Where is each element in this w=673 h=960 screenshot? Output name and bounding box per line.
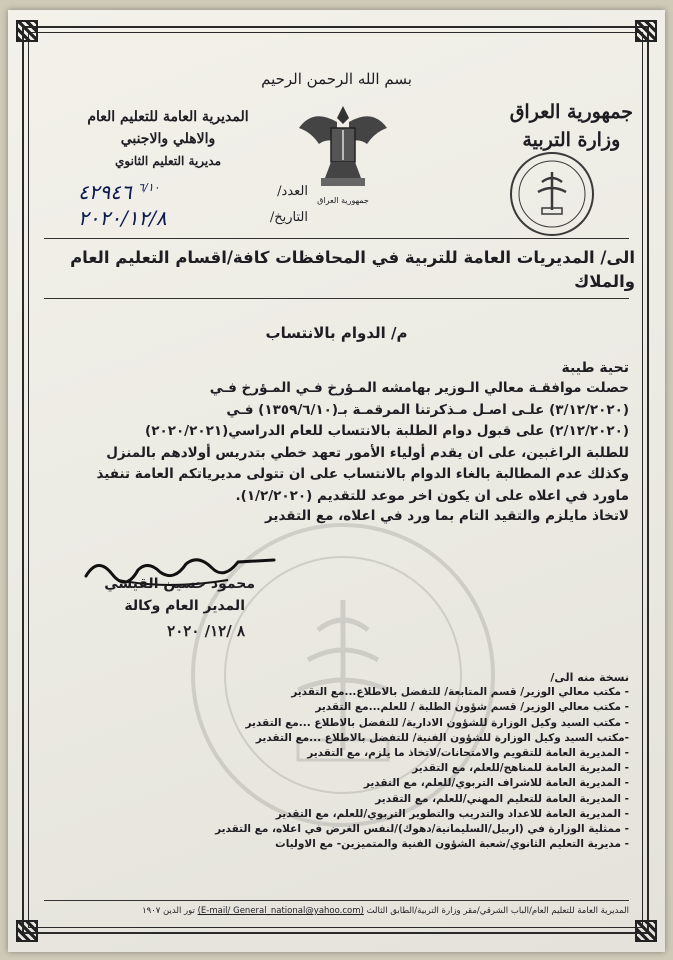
reference-date-row — [68, 206, 308, 232]
copy-item: - ممثلية الوزارة في (اربيل/السليمانية/دهوك)/لنفس الغرض في اعلاه، مع التقدير — [215, 823, 629, 836]
reference-number-row — [68, 180, 308, 206]
addressee: الى/ المديريات العامة للتربية في المحافظات كافة/اقسام التعليم العام والملاك — [70, 248, 635, 291]
footer-address: المديرية العامة للتعليم العام/الباب الشرقي/مقر وزارة التربية/الطابق الثالث — [366, 906, 629, 916]
header-country: جمهورية العراق — [509, 101, 633, 123]
corner-ornament-top-left — [16, 20, 38, 42]
greeting: تحية طيبة — [561, 360, 629, 376]
header-ministry — [510, 98, 633, 154]
emblem-caption: جمهورية العراق — [317, 196, 369, 205]
footer-phone: تور الدين ١٩٠٧ — [142, 906, 195, 916]
reference-number-value — [78, 180, 160, 204]
copy-item: - مكتب معالي الوزير/ قسم شؤون الطلبة / للعلم...مع التقدير — [315, 701, 629, 714]
copy-item: - المديرية العامة للاشراف التربوي/للعلم، مع التقدير — [363, 777, 629, 790]
body-line: وكذلك عدم المطالبة بالغاء الدوام بالانتساب على ان تتولى مديرياتكم العامة تنفيذ — [96, 466, 629, 482]
copy-item: - مكتب معالي الوزير/ قسم المتابعة/ للتفضل بالاطلاع...مع التقدير — [291, 686, 629, 699]
reference-block — [68, 180, 308, 232]
footer-divider — [44, 900, 629, 901]
body-line: (٣/١٢/٢٠٢٠) علـى اصـل مـذكرتنا المرقمـة بـ(١٣٥٩/٦/١٠) فـي — [226, 401, 629, 418]
signature-date: ٨ /١٢/ ٢٠٢٠ — [167, 622, 245, 640]
copy-item: - المديرية العامة للتعليم المهني/للعلم، مع التقدير — [375, 792, 629, 805]
corner-ornament-bottom-right — [635, 920, 657, 942]
copy-item: - المديرية العامة للاعداد والتدريب والتطوير التربوي/للعلم، مع التقدير — [275, 807, 629, 820]
corner-ornament-top-right — [635, 20, 657, 42]
closing-line: لاتخاذ مايلزم والتقيد التام بما ورد في اعلاه، مع التقدير — [265, 508, 629, 524]
header-directorate — [78, 106, 258, 172]
reference-date-label: التاريخ/ — [269, 210, 308, 225]
body-line: ماورد في اعلاه على ان يكون اخر موعد للتقديم (١/٢/٢٠٢٠). — [235, 487, 629, 504]
body-line: (٢/١٢/٢٠٢٠) على قبول دوام الطلبة بالانتساب للعام الدراسي(٢٠٢٠/٢٠٢١) — [145, 423, 629, 439]
signatory-title: المدير العام وكالة — [124, 598, 245, 614]
copy-item: - المديرية العامة للتقويم والامتحانات/لاتخاذ ما يلزم، مع التقدير — [307, 747, 629, 760]
ministry-seal-icon — [508, 150, 596, 238]
header-ministry-name: وزارة التربية — [522, 129, 621, 151]
copies-list — [44, 670, 629, 852]
header-directorate-line1: المديرية العامة للتعليم العام — [87, 109, 249, 125]
signatory-name: محمود حسين القيسي — [104, 576, 255, 592]
copy-item: -مكتب السيد وكيل الوزارة للشؤون الفنية/ للتفضل بالاطلاع ...مع التقدير — [255, 731, 629, 744]
copy-item: - مكتب السيد وكيل الوزارة للشؤون الادارية/ للتفضل بالاطلاع ...مع التقدير — [245, 716, 629, 729]
divider-top — [44, 238, 629, 239]
eagle-emblem-icon — [293, 98, 393, 192]
divider-bottom — [44, 298, 629, 299]
copies-heading: نسخة منه الى/ — [550, 671, 629, 684]
header-directorate-line2: والاهلي والاجنبي — [120, 131, 216, 147]
reference-number-handwritten: ٤٢٩٤٦ — [78, 180, 132, 204]
footer-email: (E-mail/ General_national@yahoo.com) — [197, 906, 364, 916]
document-page — [8, 10, 665, 952]
reference-number-label: العدد/ — [277, 184, 308, 199]
footer — [44, 906, 629, 916]
copy-item: - المديرية العامة للمناهج/للعلم، مع التقدير — [412, 762, 629, 775]
header-directorate-line3: مديرية التعليم الثانوي — [115, 154, 221, 168]
reference-date-value: ٢٠٢٠/١٢/٨ — [78, 206, 167, 230]
basmala: بسم الله الرحمن الرحيم — [261, 70, 412, 88]
copy-item: - مديرية التعليم الثانوي/شعبة الشؤون الفنية والمتميزين- مع الاوليات — [275, 838, 629, 851]
emblem — [293, 98, 393, 210]
corner-ornament-bottom-left — [16, 920, 38, 942]
subject-line: م/ الدوام بالانتساب — [265, 324, 408, 342]
reference-number-prefix: ٦/١٠ — [138, 181, 160, 194]
letter-body — [44, 378, 629, 507]
body-line: للطلبة الراغبين، على ان يقدم أولياء الأمور تعهد خطي بتدريس أولادهم بالمنزل — [106, 444, 629, 461]
body-line: حصلت موافقـة معالي الـوزير بهامشه المـؤرخ فـي المـؤرخ فـي — [209, 380, 629, 396]
